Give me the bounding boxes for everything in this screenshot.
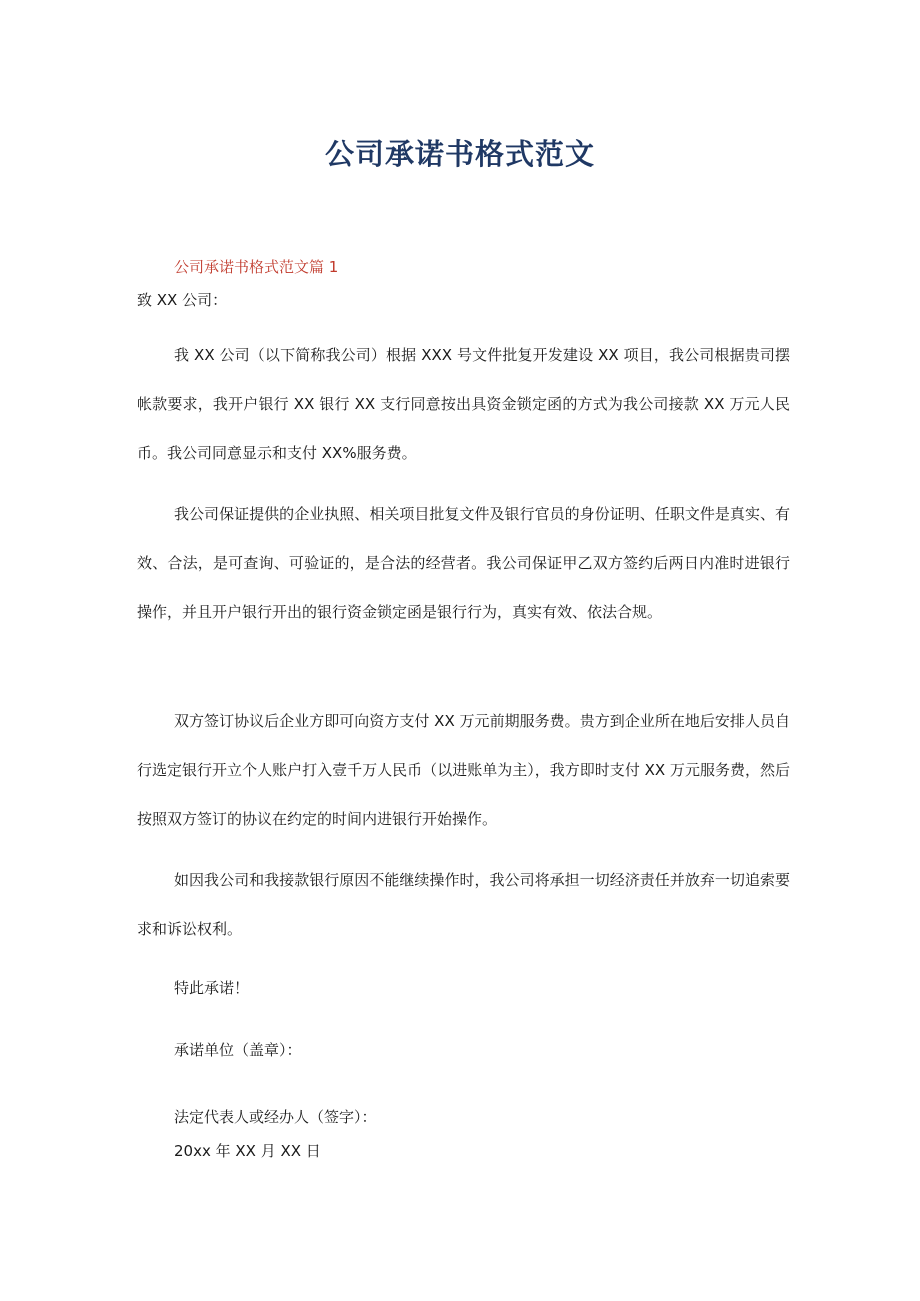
document-title: 公司承诺书格式范文 [324, 137, 595, 171]
paragraph-3: 双方签订协议后企业方即可向资方支付 XX 万元前期服务费。贵方到企业所在地后安排人员自行选定银行开立个人账户打入壹千万人民币（以进账单为主），我方即时支付 XX 万元服务费，然后按照双方签订的协议在约定的时间内进银行开始操作。 [137, 712, 790, 828]
signature-line: 法定代表人或经办人（签字）： [174, 1108, 377, 1126]
paragraph-2: 我公司保证提供的企业执照、相关项目批复文件及银行官员的身份证明、任职文件是真实、有效、合法，是可查询、可验证的，是合法的经营者。我公司保证甲乙双方签约后两日内准时进银行操作，并且开户银行开出的银行资金锁定函是银行行为，真实有效、依法合规。 [137, 505, 790, 621]
paragraph-4: 如因我公司和我接款银行原因不能继续操作时，我公司将承担一切经济责任并放弃一切追索要求和诉讼权利。 [137, 871, 790, 938]
date-line: 20xx 年 XX 月 XX 日 [174, 1142, 321, 1160]
section-heading: 公司承诺书格式范文篇 1 [174, 258, 339, 276]
closing-statement: 特此承诺！ [174, 979, 250, 997]
paragraph-1: 我 XX 公司（以下简称我公司）根据 XXX 号文件批复开发建设 XX 项目，我公司根据贵司摆帐款要求，我开户银行 XX 银行 XX 支行同意按出具资金锁定函的方式为我公司接款 XX 万元人民币。我公司同意显示和支付 XX%服务费。 [137, 346, 790, 462]
salutation: 致 XX 公司： [137, 291, 228, 309]
seal-line: 承诺单位（盖章）： [174, 1041, 302, 1059]
